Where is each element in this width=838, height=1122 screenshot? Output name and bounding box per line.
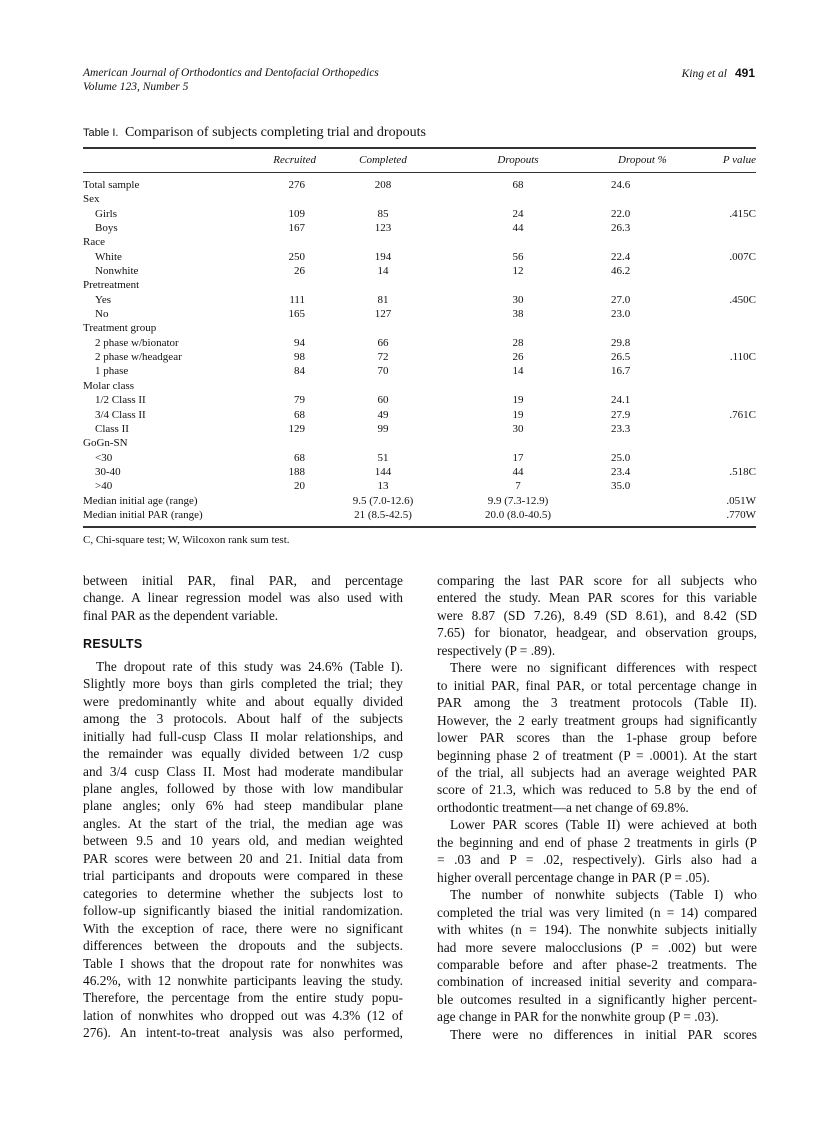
cell-dropout-percent: 22.0 <box>611 207 631 220</box>
comparison-table <box>83 153 756 522</box>
text-line: differences between the dropouts and the subjects. <box>83 938 403 954</box>
text-line: angles. At the start of the trial, the median age was <box>83 815 403 831</box>
table-row <box>83 436 756 450</box>
cell-dropouts: 44 <box>512 222 524 235</box>
table-row <box>83 408 756 422</box>
running-header-left <box>83 66 379 94</box>
journal-title: American Journal of Orthodontics and Dentofacial Orthopedics <box>83 67 379 79</box>
table-row <box>83 264 756 278</box>
cell-dropouts: 68 <box>512 179 524 191</box>
cell-dropouts: 28 <box>512 336 524 349</box>
table-row <box>83 422 756 436</box>
cell-completed: 66 <box>377 336 389 349</box>
cell-dropouts: 24 <box>512 207 524 220</box>
table-row <box>83 336 756 350</box>
cell-dropout-percent: 23.4 <box>611 465 631 478</box>
table-row <box>83 293 756 307</box>
text-line: age change in PAR for the nonwhite group (P = .03). <box>437 1009 719 1025</box>
table-bottom-rule <box>83 526 756 528</box>
text-line: the beginning and end of phase 2 treatments in girls (P <box>437 834 757 850</box>
cell-completed: 99 <box>377 422 389 435</box>
cell-dropout-percent: 35.0 <box>611 480 631 493</box>
cell-completed: 72 <box>377 351 389 364</box>
text-line: Lower PAR scores (Table II) were achieved at both <box>450 817 757 833</box>
text-line: comparable before and after phase-2 treatments. The <box>437 956 757 972</box>
text-line: trial participants and dropouts were compared in these <box>83 868 403 884</box>
cell-dropouts: 9.9 (7.3-12.9) <box>487 494 549 507</box>
table-footnote: C, Chi-square test; W, Wilcoxon rank sum test. <box>83 534 290 546</box>
row-label: 3/4 Class II <box>95 408 146 421</box>
col-header-dropout-percent: Dropout % <box>618 154 667 166</box>
cell-dropout-percent: 24.1 <box>611 394 631 407</box>
cell-dropouts: 30 <box>512 422 524 435</box>
cell-completed: 13 <box>377 480 389 493</box>
text-line: with whites (n = 194). The nonwhite subjects initially <box>437 922 757 938</box>
text-line: entered the study. Mean PAR scores for this variable <box>437 590 757 606</box>
journal-volume: Volume 123, Number 5 <box>83 81 189 93</box>
text-line: With the exception of race, there were no significant <box>83 920 403 936</box>
table-row <box>83 350 756 364</box>
col-header-p-value: P value <box>722 154 756 166</box>
cell-dropouts: 19 <box>512 408 524 421</box>
section-heading: RESULTS <box>83 637 143 652</box>
cell-dropout-percent: 27.0 <box>611 293 631 306</box>
cell-p-value: .770W <box>726 508 756 521</box>
table-row <box>83 235 756 249</box>
row-label: Girls <box>95 207 117 220</box>
table-row <box>83 192 756 206</box>
cell-recruited: 111 <box>289 293 305 306</box>
text-line: orthodontic treatment—a net change of 69.8%. <box>437 799 689 815</box>
text-line: plane angles, followed by those with low mandibular <box>83 780 403 796</box>
cell-p-value: .450C <box>729 293 756 306</box>
paragraph <box>83 658 403 1042</box>
cell-dropout-percent: 23.0 <box>611 308 631 321</box>
col-header-dropouts: Dropouts <box>497 154 539 166</box>
cell-completed: 85 <box>377 207 389 220</box>
cell-completed: 9.5 (7.0-12.6) <box>352 494 414 507</box>
cell-dropout-percent: 23.3 <box>611 422 631 435</box>
text-line: completed the trial was very limited (n = 14) compared <box>437 904 757 920</box>
table-row <box>83 278 756 292</box>
text-line: beginning phase 2 of treatment (P = .0001). At the start <box>437 747 757 763</box>
row-label: Class II <box>95 422 129 435</box>
cell-recruited: 68 <box>294 408 305 421</box>
text-line: = .03 and P = .02, respectively). Girls also had a <box>437 852 757 868</box>
cell-recruited: 79 <box>294 394 305 407</box>
row-label: Yes <box>95 293 112 306</box>
cell-dropouts: 20.0 (8.0-40.5) <box>485 508 551 521</box>
text-line: between 9.5 and 10 years old, and median weighted <box>83 833 403 849</box>
table-label: Table I. <box>83 127 119 139</box>
text-line: the remainder was equally divided between 1/2 cusp <box>83 746 403 762</box>
row-label: >40 <box>95 480 113 493</box>
row-label: 2 phase w/headgear <box>95 351 182 364</box>
table-row <box>83 178 756 192</box>
row-label: Nonwhite <box>95 265 139 278</box>
cell-recruited: 68 <box>294 451 305 464</box>
paragraph <box>83 572 403 624</box>
cell-recruited: 20 <box>294 480 305 493</box>
cell-completed: 70 <box>377 365 389 378</box>
text-line: respectively (P = .89). <box>437 642 556 658</box>
cell-recruited: 84 <box>294 365 305 378</box>
text-line: Therefore, the percentage from the entire study popu- <box>83 990 403 1006</box>
cell-completed: 81 <box>377 293 389 306</box>
text-line: lation of nonwhites who dropped out was 4.3% (12 of <box>83 1007 403 1023</box>
cell-dropout-percent: 46.2 <box>611 265 631 278</box>
table-title: Comparison of subjects completing trial and dropouts <box>124 125 426 140</box>
cell-dropout-percent: 26.3 <box>611 222 631 235</box>
text-line: and 3/4 cusp Class II. Most had moderate mandibular <box>83 763 403 779</box>
cell-p-value: .415C <box>729 207 756 220</box>
table-row <box>83 508 756 522</box>
cell-dropout-percent: 16.7 <box>611 365 631 378</box>
table-row <box>83 250 756 264</box>
text-line: lower PAR scores than the 1-phase group before <box>437 730 757 746</box>
paragraph <box>437 1026 757 1043</box>
text-line: 46.2%, with 12 nonwhite participants leaving the study. <box>83 972 403 988</box>
text-line: of the trial, all subjects had an average weighted PAR <box>437 764 757 780</box>
row-label: No <box>95 308 109 321</box>
cell-recruited: 109 <box>288 207 305 220</box>
cell-dropouts: 56 <box>512 250 524 263</box>
cell-p-value: .051W <box>726 494 756 507</box>
cell-recruited: 129 <box>288 422 305 435</box>
cell-dropouts: 14 <box>512 365 524 378</box>
cell-recruited: 276 <box>288 179 305 191</box>
cell-dropout-percent: 25.0 <box>611 451 631 464</box>
cell-p-value: .761C <box>729 408 756 421</box>
text-line: ble outcomes resulted in a significantly higher percent- <box>437 991 757 1007</box>
row-label: 2 phase w/bionator <box>95 336 179 349</box>
text-line: final PAR as the dependent variable. <box>83 607 279 623</box>
row-label: Total sample <box>83 179 140 191</box>
cell-dropout-percent: 29.8 <box>611 336 631 349</box>
row-label: <30 <box>95 451 113 464</box>
paragraph <box>437 572 757 659</box>
cell-dropouts: 19 <box>512 394 524 407</box>
table-row <box>83 479 756 493</box>
text-line: higher overall percentage change in PAR (P = .05). <box>437 869 710 885</box>
table-row <box>83 379 756 393</box>
text-line: 7.65) for bionator, headgear, and observation groups, <box>437 625 757 641</box>
cell-recruited: 188 <box>288 465 305 478</box>
row-label: Median initial PAR (range) <box>83 508 203 521</box>
cell-recruited: 94 <box>294 336 305 349</box>
row-label: GoGn-SN <box>83 437 128 450</box>
cell-completed: 144 <box>374 465 392 478</box>
table-row <box>83 321 756 335</box>
paragraph <box>437 659 757 816</box>
cell-recruited: 98 <box>294 351 305 364</box>
col-header-recruited: Recruited <box>273 154 316 166</box>
body-column-left <box>83 572 403 1042</box>
text-line: to initial PAR, final PAR, or total percentage change in <box>437 677 757 693</box>
table-row <box>83 307 756 321</box>
text-line: The dropout rate of this study was 24.6% (Table I). <box>96 658 403 674</box>
text-line: comparing the last PAR score for all subjects who <box>437 573 757 588</box>
cell-dropout-percent: 22.4 <box>611 250 631 263</box>
cell-dropouts: 44 <box>512 465 524 478</box>
cell-dropouts: 26 <box>512 351 524 364</box>
cell-dropout-percent: 26.5 <box>611 351 631 364</box>
text-line: However, the 2 early treatment groups had significantly <box>437 712 757 728</box>
col-header-completed: Completed <box>359 154 407 166</box>
row-label: 30-40 <box>95 465 121 478</box>
cell-recruited: 26 <box>294 265 305 278</box>
paragraph <box>437 886 757 1026</box>
text-line: plane angles; only 6% had steep mandibular plane <box>83 798 403 814</box>
cell-dropouts: 30 <box>512 293 524 306</box>
cell-p-value: .110C <box>729 351 756 364</box>
text-line: There were no significant differences with respect <box>450 660 757 676</box>
cell-dropout-percent: 24.6 <box>611 179 631 191</box>
cell-p-value: .007C <box>729 250 756 263</box>
text-line: Table I shows that the dropout rate for nonwhites was <box>83 955 403 971</box>
row-label: Median initial age (range) <box>83 494 198 507</box>
text-line: among the 3 protocols. About half of the subjects <box>83 711 403 727</box>
cell-completed: 51 <box>377 451 389 464</box>
cell-completed: 14 <box>377 265 389 278</box>
cell-dropouts: 7 <box>515 480 521 493</box>
text-line: The number of nonwhite subjects (Table I) who <box>450 887 757 903</box>
row-label: Pretreatment <box>83 279 140 292</box>
table-body <box>83 178 756 522</box>
cell-completed: 194 <box>374 250 392 263</box>
authors: King et al <box>681 68 727 80</box>
cell-completed: 123 <box>374 222 392 235</box>
cell-p-value: .518C <box>729 465 756 478</box>
text-line: 276). An intent-to-treat analysis was also performed, <box>83 1025 403 1041</box>
cell-completed: 60 <box>377 394 389 407</box>
text-line: follow-up significantly biased the initial randomization. <box>83 903 403 919</box>
cell-dropouts: 12 <box>512 265 524 278</box>
paragraph <box>437 816 757 886</box>
table-row <box>83 465 756 479</box>
text-line: There were no differences in initial PAR scores <box>450 1026 757 1042</box>
cell-completed: 208 <box>374 179 392 191</box>
text-line: PAR scores were between 20 and 21. Initial data from <box>83 850 403 866</box>
table-row <box>83 221 756 235</box>
running-header-right <box>682 66 755 81</box>
text-line: were 8.87 (SD 7.26), 8.49 (SD 8.61), and 8.42 (SD <box>437 607 757 623</box>
row-label: Molar class <box>83 379 135 392</box>
cell-completed: 127 <box>374 308 392 321</box>
table-header-row <box>83 153 756 169</box>
text-line: categories to determine whether the subjects lost to <box>83 885 403 901</box>
text-line: change. A linear regression model was also used with <box>83 590 403 606</box>
text-line: PAR among the 3 treatment protocols (Table II). <box>437 695 757 711</box>
text-line: combination of increased initial severity and compara- <box>437 974 757 990</box>
cell-dropouts: 38 <box>512 308 524 321</box>
text-line: score of 21.3, which was reduced to 5.8 by the end of <box>437 782 757 798</box>
cell-recruited: 167 <box>288 222 305 235</box>
cell-recruited: 250 <box>288 250 305 263</box>
cell-completed: 21 (8.5-42.5) <box>354 508 412 521</box>
body-column-right <box>437 572 757 1043</box>
table-row <box>83 451 756 465</box>
row-label: Boys <box>95 222 118 235</box>
cell-dropouts: 17 <box>512 451 524 464</box>
table-row <box>83 207 756 221</box>
text-line: between initial PAR, final PAR, and percentage <box>83 573 403 588</box>
text-line: had more severe malocclusions (P = .002) but were <box>437 939 757 955</box>
page-number: 491 <box>734 66 755 80</box>
text-line: were predominantly white and about equally divided <box>83 693 403 709</box>
table-top-rule <box>83 147 756 149</box>
table-row <box>83 494 756 508</box>
row-label: 1/2 Class II <box>95 394 146 407</box>
row-label: Race <box>83 236 105 249</box>
table-caption <box>83 125 426 141</box>
row-label: 1 phase <box>95 365 129 378</box>
cell-recruited: 165 <box>288 308 305 321</box>
text-line: Slightly more boys than girls completed the trial; they <box>83 676 403 692</box>
table-row <box>83 393 756 407</box>
text-line: initially had full-cusp Class II molar relationships, and <box>83 728 403 744</box>
cell-completed: 49 <box>377 408 389 421</box>
table-row <box>83 364 756 378</box>
row-label: White <box>95 250 122 263</box>
cell-dropout-percent: 27.9 <box>611 408 631 421</box>
row-label: Treatment group <box>83 322 157 335</box>
row-label: Sex <box>83 193 100 206</box>
